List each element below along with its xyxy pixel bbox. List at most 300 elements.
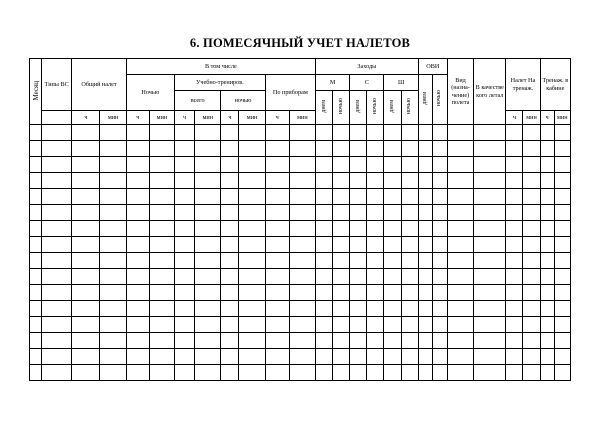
header-sh-day: днем — [384, 91, 401, 125]
table-cell — [239, 349, 265, 365]
table-cell — [554, 237, 570, 253]
table-cell — [149, 269, 174, 285]
table-cell — [540, 141, 554, 157]
header-types-blank — [42, 111, 72, 125]
table-cell — [265, 349, 289, 365]
table-cell — [175, 317, 195, 333]
table-cell — [289, 365, 315, 381]
header-month: Месяц — [30, 59, 42, 125]
table-cell — [418, 317, 432, 333]
table-cell — [554, 365, 570, 381]
table-cell — [289, 253, 315, 269]
table-cell — [72, 141, 100, 157]
table-cell — [30, 157, 42, 173]
table-cell — [384, 205, 401, 221]
table-cell — [506, 269, 523, 285]
table-cell — [540, 333, 554, 349]
table-cell — [333, 301, 350, 317]
table-cell — [316, 253, 333, 269]
table-cell — [474, 237, 506, 253]
table-cell — [384, 333, 401, 349]
table-cell — [72, 365, 100, 381]
table-cell — [265, 253, 289, 269]
table-cell — [432, 221, 447, 237]
table-cell — [418, 125, 432, 141]
table-cell — [350, 269, 367, 285]
table-cell — [316, 173, 333, 189]
table-cell — [316, 317, 333, 333]
table-cell — [72, 269, 100, 285]
table-cell — [506, 285, 523, 301]
table-cell — [289, 285, 315, 301]
table-cell — [432, 141, 447, 157]
table-cell — [239, 205, 265, 221]
header-instruments-hours: ч — [265, 111, 289, 125]
table-cell — [30, 333, 42, 349]
table-cell — [384, 365, 401, 381]
table-cell — [175, 237, 195, 253]
table-cell — [149, 317, 174, 333]
table-cell — [42, 141, 72, 157]
table-row — [30, 221, 571, 237]
table-cell — [333, 269, 350, 285]
table-cell — [175, 205, 195, 221]
table-cell — [149, 349, 174, 365]
table-cell — [126, 349, 149, 365]
table-cell — [350, 221, 367, 237]
table-cell — [195, 349, 221, 365]
table-cell — [149, 173, 174, 189]
table-cell — [30, 173, 42, 189]
table-cell — [195, 237, 221, 253]
table-cell — [523, 125, 540, 141]
table-cell — [384, 349, 401, 365]
table-cell — [175, 253, 195, 269]
table-cell — [126, 205, 149, 221]
table-cell — [289, 141, 315, 157]
table-cell — [100, 237, 126, 253]
table-cell — [432, 301, 447, 317]
table-cell — [289, 333, 315, 349]
table-cell — [316, 269, 333, 285]
table-cell — [384, 221, 401, 237]
header-approach-m: М — [316, 75, 350, 91]
table-cell — [432, 285, 447, 301]
table-cell — [367, 125, 384, 141]
table-cell — [100, 349, 126, 365]
table-cell — [447, 317, 473, 333]
table-cell — [221, 205, 239, 221]
table-cell — [540, 221, 554, 237]
table-cell — [432, 349, 447, 365]
table-cell — [30, 317, 42, 333]
table-cell — [30, 253, 42, 269]
table-cell — [401, 189, 418, 205]
table-cell — [149, 285, 174, 301]
table-cell — [265, 173, 289, 189]
table-cell — [126, 301, 149, 317]
table-cell — [100, 189, 126, 205]
table-cell — [316, 141, 333, 157]
table-cell — [401, 205, 418, 221]
table-cell — [100, 141, 126, 157]
table-cell — [239, 253, 265, 269]
table-cell — [30, 141, 42, 157]
table-cell — [474, 205, 506, 221]
table-body — [30, 125, 571, 381]
table-cell — [265, 365, 289, 381]
table-cell — [506, 189, 523, 205]
table-cell — [72, 125, 100, 141]
table-cell — [418, 157, 432, 173]
table-cell — [350, 125, 367, 141]
table-cell — [100, 333, 126, 349]
table-cell — [418, 349, 432, 365]
table-cell — [239, 301, 265, 317]
table-cell — [367, 237, 384, 253]
table-cell — [239, 365, 265, 381]
table-cell — [523, 221, 540, 237]
table-cell — [540, 157, 554, 173]
table-cell — [554, 173, 570, 189]
header-by-instruments: По приборам — [265, 75, 315, 111]
table-cell — [447, 189, 473, 205]
table-cell — [239, 333, 265, 349]
table-cell — [418, 173, 432, 189]
table-cell — [72, 301, 100, 317]
table-cell — [506, 365, 523, 381]
table-cell — [221, 157, 239, 173]
table-cell — [401, 173, 418, 189]
table-cell — [316, 205, 333, 221]
table-cell — [333, 253, 350, 269]
table-cell — [474, 349, 506, 365]
table-cell — [42, 237, 72, 253]
table-cell — [432, 125, 447, 141]
table-cell — [350, 285, 367, 301]
table-cell — [72, 173, 100, 189]
table-row — [30, 285, 571, 301]
table-cell — [195, 173, 221, 189]
table-cell — [384, 253, 401, 269]
table-cell — [42, 221, 72, 237]
table-cell — [289, 221, 315, 237]
table-cell — [239, 317, 265, 333]
table-cell — [42, 173, 72, 189]
table-cell — [384, 189, 401, 205]
table-cell — [149, 189, 174, 205]
table-cell — [30, 285, 42, 301]
table-cell — [384, 125, 401, 141]
table-cell — [350, 253, 367, 269]
table-cell — [474, 333, 506, 349]
table-cell — [126, 317, 149, 333]
header-approach-sh: Ш — [384, 75, 418, 91]
table-cell — [384, 285, 401, 301]
table-cell — [333, 237, 350, 253]
page-title: 6. ПОМЕСЯЧНЫЙ УЧЕТ НАЛЕТОВ — [189, 36, 411, 50]
table-cell — [540, 269, 554, 285]
table-cell — [175, 141, 195, 157]
table-cell — [401, 125, 418, 141]
header-cabin-trainer: Тренаж. в кабине — [540, 59, 570, 111]
table-cell — [289, 189, 315, 205]
table-cell — [175, 125, 195, 141]
header-approaches: Заходы — [316, 59, 419, 75]
table-cell — [333, 173, 350, 189]
table-cell — [333, 317, 350, 333]
header-total-hours: ч — [72, 111, 100, 125]
table-cell — [42, 285, 72, 301]
table-cell — [333, 349, 350, 365]
header-training-night: ночью — [221, 91, 265, 111]
table-cell — [401, 349, 418, 365]
table-cell — [149, 365, 174, 381]
table-cell — [418, 333, 432, 349]
table-cell — [149, 141, 174, 157]
table-cell — [149, 205, 174, 221]
table-cell — [350, 349, 367, 365]
table-row — [30, 349, 571, 365]
table-cell — [100, 253, 126, 269]
table-cell — [523, 253, 540, 269]
table-cell — [474, 141, 506, 157]
table-cell — [289, 125, 315, 141]
table-cell — [523, 349, 540, 365]
table-cell — [221, 237, 239, 253]
table-cell — [221, 141, 239, 157]
table-cell — [554, 301, 570, 317]
table-cell — [100, 285, 126, 301]
table-cell — [195, 285, 221, 301]
table-cell — [221, 221, 239, 237]
table-cell — [554, 269, 570, 285]
table-cell — [100, 173, 126, 189]
table-cell — [447, 301, 473, 317]
table-cell — [195, 221, 221, 237]
table-cell — [432, 365, 447, 381]
table-cell — [554, 157, 570, 173]
table-row — [30, 365, 571, 381]
table-cell — [367, 173, 384, 189]
table-cell — [289, 157, 315, 173]
table-cell — [540, 205, 554, 221]
table-cell — [432, 253, 447, 269]
table-cell — [195, 269, 221, 285]
header-training-total: всего — [175, 91, 221, 111]
header-ovi-day: днем — [418, 75, 432, 125]
table-cell — [149, 125, 174, 141]
table-cell — [195, 125, 221, 141]
table-cell — [447, 157, 473, 173]
table-cell — [474, 221, 506, 237]
table-cell — [72, 333, 100, 349]
table-cell — [333, 189, 350, 205]
table-cell — [72, 221, 100, 237]
table-cell — [221, 189, 239, 205]
table-cell — [265, 189, 289, 205]
table-cell — [72, 205, 100, 221]
table-row — [30, 301, 571, 317]
header-as-pilot: В качестве кого летал — [474, 59, 506, 125]
table-cell — [401, 317, 418, 333]
table-cell — [474, 157, 506, 173]
table-cell — [447, 349, 473, 365]
table-cell — [265, 237, 289, 253]
table-cell — [100, 205, 126, 221]
table-cell — [42, 157, 72, 173]
table-cell — [289, 349, 315, 365]
header-night: Ночью — [126, 75, 174, 111]
table-cell — [506, 333, 523, 349]
table-row — [30, 237, 571, 253]
table-cell — [554, 333, 570, 349]
table-cell — [367, 349, 384, 365]
table-cell — [100, 365, 126, 381]
table-cell — [265, 205, 289, 221]
table-cell — [42, 317, 72, 333]
table-cell — [523, 189, 540, 205]
table-cell — [401, 237, 418, 253]
table-cell — [447, 221, 473, 237]
table-row — [30, 205, 571, 221]
table-cell — [265, 317, 289, 333]
table-cell — [418, 301, 432, 317]
table-cell — [289, 301, 315, 317]
table-cell — [401, 141, 418, 157]
header-training-night-hours: ч — [221, 111, 239, 125]
table-cell — [30, 365, 42, 381]
table-cell — [289, 237, 315, 253]
table-cell — [195, 157, 221, 173]
header-simulator-time: Налет На тренаж. — [506, 59, 540, 111]
table-cell — [554, 253, 570, 269]
table-cell — [316, 333, 333, 349]
table-cell — [350, 317, 367, 333]
table-cell — [367, 333, 384, 349]
header-ovi: ОВИ — [418, 59, 447, 75]
header-training-total-minutes: мин — [195, 111, 221, 125]
table-cell — [367, 157, 384, 173]
header-instruments-minutes: мин — [289, 111, 315, 125]
table-cell — [523, 301, 540, 317]
table-cell — [316, 349, 333, 365]
header-including: В том числе — [126, 59, 315, 75]
table-cell — [265, 157, 289, 173]
table-cell — [418, 141, 432, 157]
table-cell — [447, 125, 473, 141]
table-cell — [126, 125, 149, 141]
table-cell — [350, 301, 367, 317]
table-cell — [126, 221, 149, 237]
table-cell — [418, 237, 432, 253]
table-cell — [175, 349, 195, 365]
table-cell — [523, 141, 540, 157]
table-cell — [221, 333, 239, 349]
table-cell — [418, 205, 432, 221]
table-row — [30, 157, 571, 173]
table-cell — [540, 189, 554, 205]
table-cell — [221, 317, 239, 333]
table-cell — [175, 157, 195, 173]
table-cell — [195, 253, 221, 269]
header-sh-night: ночью — [401, 91, 418, 125]
table-cell — [401, 285, 418, 301]
table-cell — [506, 349, 523, 365]
table-cell — [447, 253, 473, 269]
header-simulator-hours: ч — [506, 111, 523, 125]
header-s-day: днем — [350, 91, 367, 125]
table-cell — [221, 349, 239, 365]
table-cell — [30, 189, 42, 205]
table-cell — [195, 365, 221, 381]
table-cell — [239, 157, 265, 173]
table-cell — [523, 269, 540, 285]
table-row — [30, 141, 571, 157]
table-cell — [540, 173, 554, 189]
table-cell — [432, 173, 447, 189]
table-cell — [447, 237, 473, 253]
table-row — [30, 333, 571, 349]
table-cell — [30, 237, 42, 253]
table-cell — [100, 221, 126, 237]
header-training-total-hours: ч — [175, 111, 195, 125]
table-cell — [195, 333, 221, 349]
table-row — [30, 189, 571, 205]
table-cell — [30, 349, 42, 365]
table-cell — [474, 317, 506, 333]
table-row — [30, 125, 571, 141]
table-cell — [316, 301, 333, 317]
table-cell — [175, 221, 195, 237]
table-cell — [418, 269, 432, 285]
table-cell — [221, 285, 239, 301]
table-cell — [289, 317, 315, 333]
table-cell — [523, 237, 540, 253]
table-cell — [100, 301, 126, 317]
table-cell — [350, 237, 367, 253]
table-cell — [30, 301, 42, 317]
table-cell — [350, 333, 367, 349]
table-cell — [506, 125, 523, 141]
table-cell — [367, 365, 384, 381]
table-cell — [384, 301, 401, 317]
table-row — [30, 317, 571, 333]
table-cell — [401, 365, 418, 381]
header-cabin-hours: ч — [540, 111, 554, 125]
table-cell — [30, 269, 42, 285]
table-cell — [506, 141, 523, 157]
table-cell — [126, 253, 149, 269]
table-cell — [506, 221, 523, 237]
table-cell — [523, 365, 540, 381]
table-cell — [175, 285, 195, 301]
table-cell — [72, 189, 100, 205]
table-cell — [333, 285, 350, 301]
table-cell — [401, 333, 418, 349]
header-approach-s: С — [350, 75, 384, 91]
table-cell — [333, 157, 350, 173]
table-cell — [384, 269, 401, 285]
table-cell — [447, 269, 473, 285]
table-cell — [149, 301, 174, 317]
table-cell — [100, 317, 126, 333]
table-cell — [72, 317, 100, 333]
table-cell — [474, 269, 506, 285]
header-ovi-night: ночью — [432, 75, 447, 125]
header-training-night-minutes: мин — [239, 111, 265, 125]
table-cell — [126, 157, 149, 173]
